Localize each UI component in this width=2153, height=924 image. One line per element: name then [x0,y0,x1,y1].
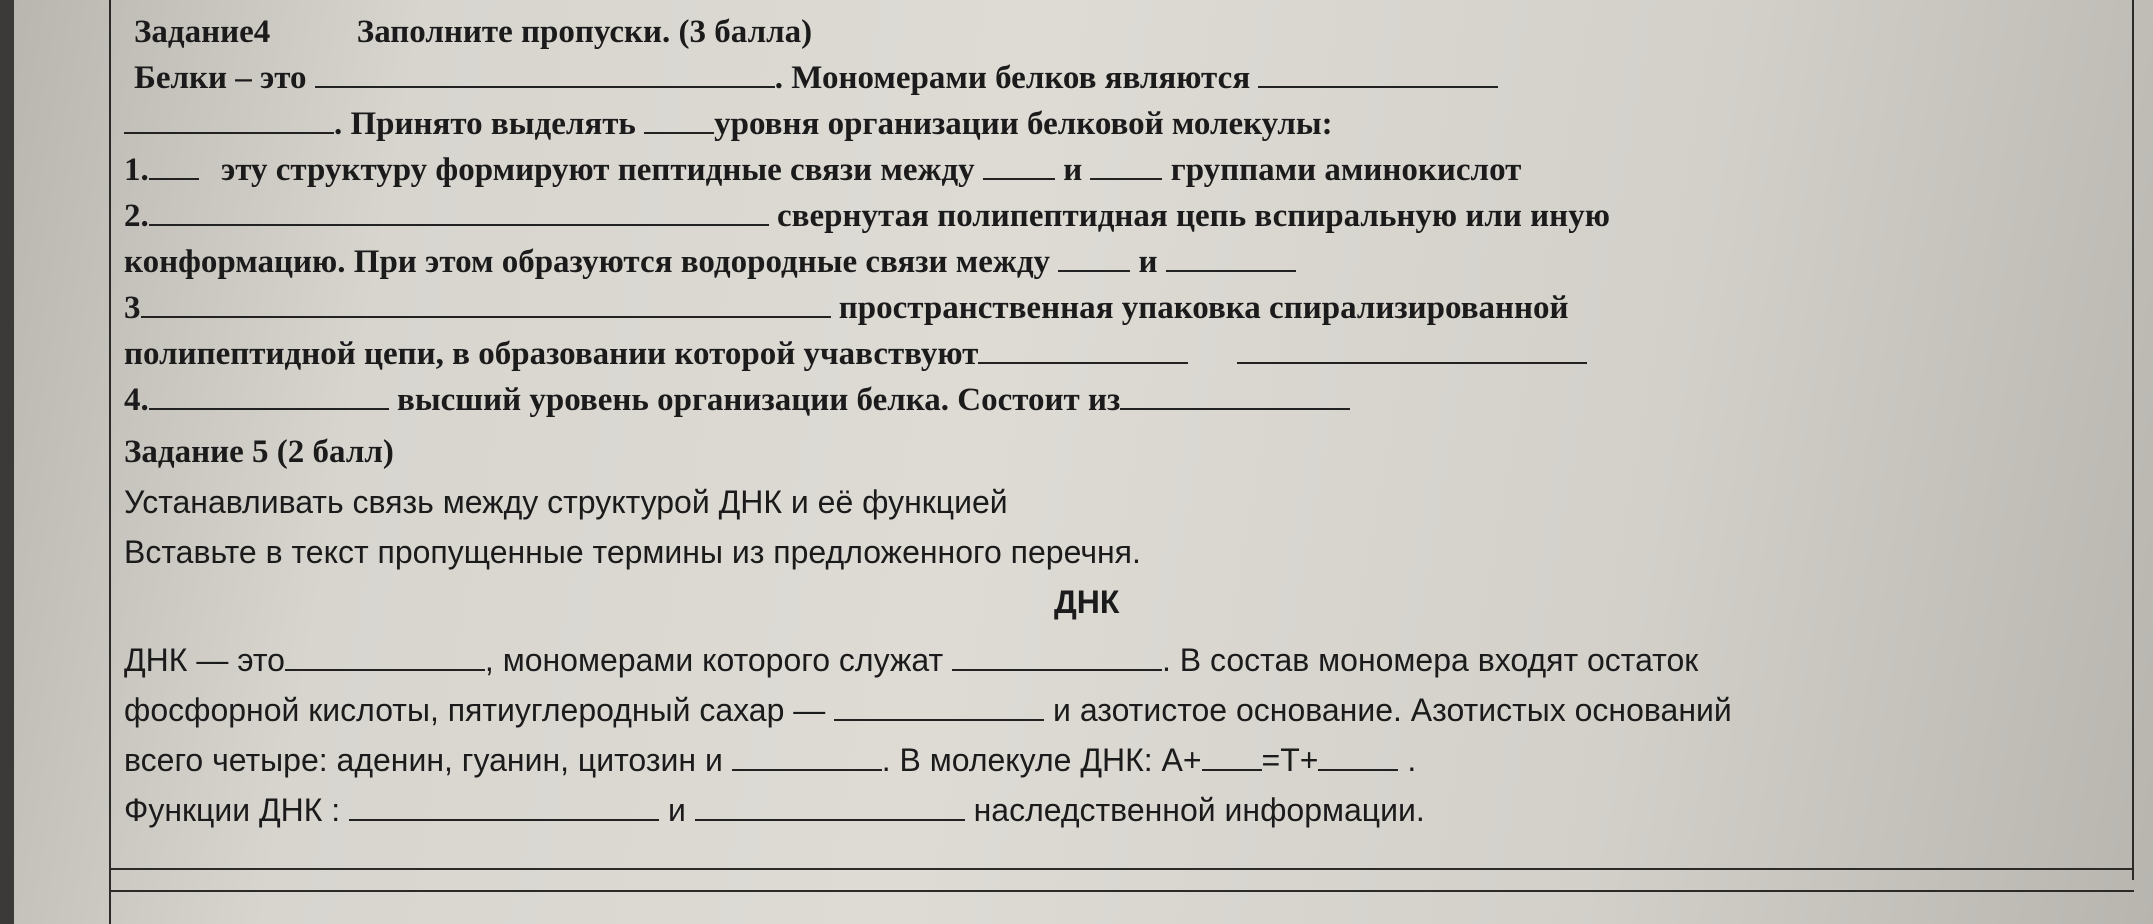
text-l3d: группами аминокислот [1170,152,1522,188]
task4-line-1 [134,60,1498,97]
blank-field[interactable] [149,152,199,180]
text-l3a: 1. [124,152,149,188]
blank-field[interactable] [315,60,775,88]
blank-field[interactable] [952,643,1162,671]
task5-para-1 [124,642,1698,679]
blank-field[interactable] [285,643,485,671]
blank-field[interactable] [1202,743,1262,771]
text-l3c: и [1063,152,1083,188]
text-l6a: 3 [124,290,141,326]
blank-field[interactable] [141,290,831,318]
text-l1a: Белки – это [134,60,307,96]
blank-field[interactable] [1258,60,1498,88]
text-l6b: пространственная упаковка спирализированной [838,290,1569,326]
text-l3b: эту структуру формируют пептидные связи между [221,152,975,188]
text-l8a: 4. [124,382,149,418]
text-l2a: . Принято выделять [334,106,636,142]
task4-line-6 [124,290,1569,327]
task4-line-4 [124,198,1610,235]
blank-field[interactable] [349,793,659,821]
task5-line-1: Устанавливать связь между структурой ДНК и её функцией [124,484,1008,520]
blank-field[interactable] [1058,244,1130,272]
task5-para-4 [124,792,1425,829]
task5-para-2 [124,692,1732,729]
dna-title: ДНК [1054,584,1120,620]
text-l7a: полипептидной цепи, в образовании которой учавствуют [124,336,979,372]
text-p4c: наследственной информации. [973,792,1425,828]
blank-field[interactable] [644,106,714,134]
text-p3d: . [1407,742,1417,778]
blank-field[interactable] [834,693,1044,721]
text-p4a: Функции ДНК : [124,792,341,828]
text-p2b: и азотистое основание. Азотистых оснований [1053,692,1732,728]
task4-line-3 [124,152,1521,189]
table-border-left [109,0,111,924]
blank-field[interactable] [732,743,882,771]
blank-field[interactable] [1237,336,1587,364]
blank-field[interactable] [124,106,334,134]
task4-heading-line [134,14,812,51]
task4-line-2 [124,106,1333,143]
worksheet-page [14,0,2153,924]
text-l5a: конформацию. При этом образуются водородные связи между [124,244,1051,280]
task4-line-5 [124,244,1296,281]
text-p2a: фосфорной кислоты, пятиуглеродный сахар — [124,692,826,728]
task4-instruction: Заполните пропуски. (3 балла) [356,14,813,50]
blank-field[interactable] [1120,382,1350,410]
table-border-bottom [109,868,2134,870]
text-p4b: и [667,792,686,828]
table-border-bottom-2 [109,890,2134,892]
text-p3b: . В молекуле ДНК: А+ [881,742,1202,778]
text-l1b: . Мономерами белков являются [774,60,1251,96]
text-p1c: . В состав мономера входят остаток [1162,642,1699,678]
blank-field[interactable] [978,336,1188,364]
task5-line-2: Вставьте в текст пропущенные термины из предложенного перечня. [124,534,1141,570]
blank-field[interactable] [1090,152,1162,180]
text-p3c: =Т+ [1261,742,1319,778]
task4-line-8 [124,382,1350,419]
blank-field[interactable] [149,382,389,410]
text-p1a: ДНК — это [124,642,285,678]
blank-field[interactable] [695,793,965,821]
text-p3a: всего четыре: аденин, гуанин, цитозин и [124,742,723,778]
text-l5b: и [1138,244,1158,280]
text-l8b: высший уровень организации белка. Состоит из [397,382,1121,418]
blank-field[interactable] [983,152,1055,180]
text-l4b: свернутая полипептидная цепь вспиральную или иную [777,198,1610,234]
blank-field[interactable] [1318,743,1398,771]
blank-field[interactable] [149,198,769,226]
table-border-right [2132,0,2134,880]
text-p1b: , мономерами которого служат [484,642,944,678]
task5-para-3 [124,742,1416,779]
text-l2b: уровня организации белковой молекулы: [714,106,1333,142]
task5-heading: Задание 5 (2 балл) [124,434,394,470]
blank-field[interactable] [1166,244,1296,272]
task4-heading: Задание4 [134,14,271,50]
task4-line-7 [124,336,1587,373]
text-l4a: 2. [124,198,149,234]
